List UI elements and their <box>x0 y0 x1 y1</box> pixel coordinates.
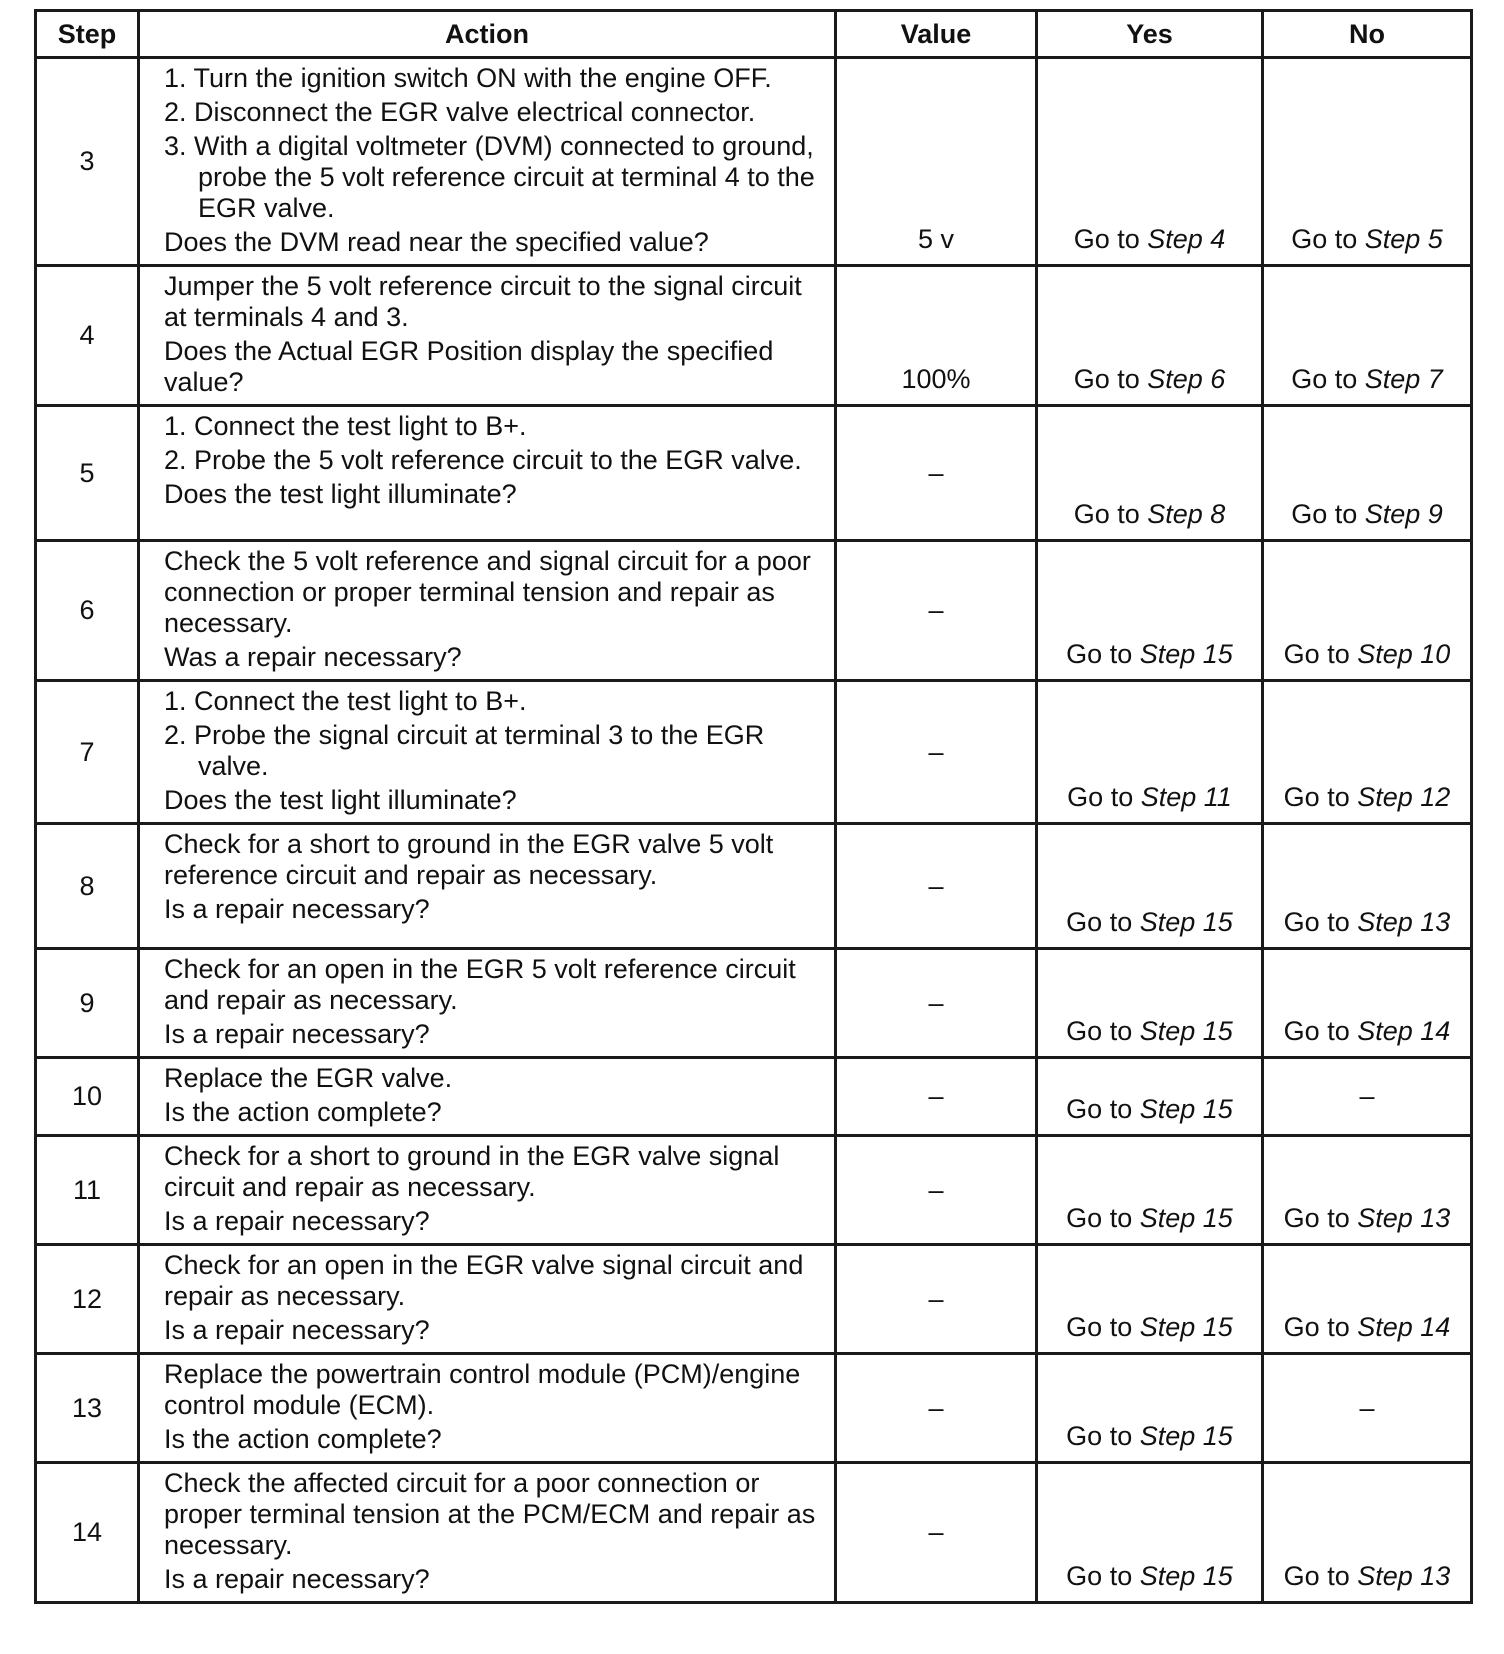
no-step-link: Step 10 <box>1357 639 1451 669</box>
action-cell <box>139 1136 836 1245</box>
yes-step-link: Step 15 <box>1139 1312 1233 1342</box>
action-question: Does the test light illuminate? <box>164 479 517 509</box>
no-cell <box>1263 1058 1472 1136</box>
yes-cell <box>1037 266 1263 406</box>
action-text: Check for an open in the EGR valve signal circuit and repair as necessary. <box>164 1250 804 1311</box>
no-step-link: Step 14 <box>1357 1312 1451 1342</box>
action-cell <box>139 1463 836 1603</box>
action-step-item: 1. Connect the test light to B+. <box>164 686 527 716</box>
no-goto-prefix: Go to <box>1283 907 1350 937</box>
no-goto-prefix: Go to <box>1283 782 1350 812</box>
table-row <box>36 681 1472 824</box>
no-step-link: Step 9 <box>1364 499 1443 529</box>
value-cell: – <box>836 1354 1037 1463</box>
no-step-link: Step 13 <box>1357 907 1451 937</box>
yes-step-link: Step 15 <box>1139 907 1233 937</box>
action-text: Check for a short to ground in the EGR valve 5 volt reference circuit and repair as necessary. <box>164 829 774 890</box>
action-cell <box>139 406 836 541</box>
no-goto-prefix: Go to <box>1283 1016 1350 1046</box>
action-text: Check the 5 volt reference and signal circuit for a poor connection or proper terminal tension and repair as necessary. <box>164 546 811 638</box>
yes-goto-prefix: Go to <box>1066 639 1133 669</box>
step-number: 4 <box>36 266 139 406</box>
step-number: 14 <box>36 1463 139 1603</box>
action-question: Is the action complete? <box>164 1424 442 1454</box>
yes-cell <box>1037 541 1263 681</box>
no-goto-prefix: Go to <box>1283 1312 1350 1342</box>
no-goto-prefix: Go to <box>1283 1561 1350 1591</box>
step-number: 12 <box>36 1245 139 1354</box>
yes-cell <box>1037 406 1263 541</box>
action-question: Does the DVM read near the specified value? <box>164 227 709 257</box>
yes-step-link: Step 8 <box>1147 499 1226 529</box>
table-row <box>36 1354 1472 1463</box>
yes-cell <box>1037 1354 1263 1463</box>
value-cell: – <box>836 949 1037 1058</box>
step-number: 7 <box>36 681 139 824</box>
step-number: 9 <box>36 949 139 1058</box>
no-goto-prefix: Go to <box>1283 639 1350 669</box>
action-text: Check for a short to ground in the EGR valve signal circuit and repair as necessary. <box>164 1141 780 1202</box>
action-cell <box>139 541 836 681</box>
no-cell <box>1263 406 1472 541</box>
action-step-item: 2. Probe the 5 volt reference circuit to the EGR valve. <box>164 445 802 475</box>
action-question: Is a repair necessary? <box>164 1315 430 1345</box>
action-cell <box>139 1058 836 1136</box>
value-cell: 5 v <box>836 58 1037 266</box>
no-cell <box>1263 949 1472 1058</box>
step-number: 13 <box>36 1354 139 1463</box>
value-cell: – <box>836 1058 1037 1136</box>
table-row <box>36 541 1472 681</box>
no-cell <box>1263 1136 1472 1245</box>
value-cell: – <box>836 541 1037 681</box>
step-number: 3 <box>36 58 139 266</box>
yes-cell <box>1037 824 1263 949</box>
step-number: 10 <box>36 1058 139 1136</box>
action-text: Replace the EGR valve. <box>164 1063 453 1093</box>
yes-step-link: Step 4 <box>1147 224 1226 254</box>
header-yes: Yes <box>1037 11 1263 58</box>
yes-step-link: Step 15 <box>1139 1094 1233 1124</box>
yes-cell <box>1037 1245 1263 1354</box>
value-cell: – <box>836 406 1037 541</box>
yes-goto-prefix: Go to <box>1066 1016 1133 1046</box>
table-row <box>36 1136 1472 1245</box>
no-step-link: Step 13 <box>1357 1203 1451 1233</box>
action-cell <box>139 681 836 824</box>
no-cell <box>1263 58 1472 266</box>
no-step-link: Step 7 <box>1364 364 1443 394</box>
no-cell <box>1263 541 1472 681</box>
step-number: 11 <box>36 1136 139 1245</box>
table-row <box>36 58 1472 266</box>
action-question: Does the Actual EGR Position display the specified value? <box>164 336 774 397</box>
yes-cell <box>1037 1463 1263 1603</box>
no-step-link: Step 5 <box>1364 224 1443 254</box>
no-goto-prefix: Go to <box>1291 499 1358 529</box>
value-cell: – <box>836 824 1037 949</box>
yes-goto-prefix: Go to <box>1073 224 1140 254</box>
action-question: Is the action complete? <box>164 1097 442 1127</box>
step-number: 6 <box>36 541 139 681</box>
yes-cell <box>1037 1136 1263 1245</box>
value-cell: – <box>836 1245 1037 1354</box>
no-step-link: Step 12 <box>1357 782 1451 812</box>
yes-goto-prefix: Go to <box>1066 1421 1133 1451</box>
value-cell: – <box>836 1463 1037 1603</box>
no-step-none: – <box>1359 1392 1375 1423</box>
table-row <box>36 266 1472 406</box>
step-number: 5 <box>36 406 139 541</box>
action-question: Does the test light illuminate? <box>164 785 517 815</box>
action-text: Check for an open in the EGR 5 volt reference circuit and repair as necessary. <box>164 954 796 1015</box>
action-question: Is a repair necessary? <box>164 894 430 924</box>
yes-step-link: Step 15 <box>1139 639 1233 669</box>
action-step-item: 2. Disconnect the EGR valve electrical connector. <box>164 97 756 127</box>
no-step-none: – <box>1359 1081 1375 1111</box>
action-step-item: 2. Probe the signal circuit at terminal 3 to the EGR valve. <box>164 720 765 781</box>
table-row <box>36 824 1472 949</box>
action-cell <box>139 266 836 406</box>
no-goto-prefix: Go to <box>1291 364 1358 394</box>
header-row <box>36 11 1472 58</box>
yes-step-link: Step 15 <box>1139 1421 1233 1451</box>
table-row <box>36 1245 1472 1354</box>
action-text: Replace the powertrain control module (PCM)/engine control module (ECM). <box>164 1359 801 1420</box>
yes-goto-prefix: Go to <box>1067 782 1134 812</box>
no-cell <box>1263 266 1472 406</box>
action-step-item: 1. Turn the ignition switch ON with the engine OFF. <box>164 63 772 93</box>
no-cell <box>1263 681 1472 824</box>
action-question: Is a repair necessary? <box>164 1019 430 1049</box>
yes-cell <box>1037 58 1263 266</box>
action-cell <box>139 949 836 1058</box>
diagnostic-table <box>34 9 1473 1604</box>
action-text: Check the affected circuit for a poor connection or proper terminal tension at the PCM/ECM and repair as necessary. <box>164 1468 816 1560</box>
header-value: Value <box>836 11 1037 58</box>
action-cell <box>139 1245 836 1354</box>
header-no: No <box>1263 11 1472 58</box>
yes-cell <box>1037 949 1263 1058</box>
action-step-item: 3. With a digital voltmeter (DVM) connected to ground, probe the 5 volt reference circuit at terminal 4 to the EGR valve. <box>164 131 815 223</box>
table-row <box>36 1463 1472 1603</box>
yes-goto-prefix: Go to <box>1073 499 1140 529</box>
yes-goto-prefix: Go to <box>1066 1312 1133 1342</box>
table-row <box>36 1058 1472 1136</box>
header-step: Step <box>36 11 139 58</box>
no-cell <box>1263 1245 1472 1354</box>
yes-step-link: Step 6 <box>1147 364 1226 394</box>
no-step-link: Step 14 <box>1357 1016 1451 1046</box>
no-goto-prefix: Go to <box>1291 224 1358 254</box>
no-goto-prefix: Go to <box>1283 1203 1350 1233</box>
yes-cell <box>1037 681 1263 824</box>
yes-step-link: Step 15 <box>1139 1016 1233 1046</box>
yes-goto-prefix: Go to <box>1066 1561 1133 1591</box>
action-question: Is a repair necessary? <box>164 1564 430 1594</box>
yes-goto-prefix: Go to <box>1066 1094 1133 1124</box>
header-action: Action <box>139 11 836 58</box>
action-step-item: 1. Connect the test light to B+. <box>164 411 527 441</box>
no-cell <box>1263 1463 1472 1603</box>
yes-step-link: Step 15 <box>1139 1561 1233 1591</box>
action-cell <box>139 58 836 266</box>
action-text: Jumper the 5 volt reference circuit to the signal circuit at terminals 4 and 3. <box>164 271 802 332</box>
step-number: 8 <box>36 824 139 949</box>
yes-step-link: Step 11 <box>1140 782 1232 812</box>
no-cell <box>1263 824 1472 949</box>
no-cell <box>1263 1354 1472 1463</box>
no-step-link: Step 13 <box>1357 1561 1451 1591</box>
yes-goto-prefix: Go to <box>1073 364 1140 394</box>
table-row <box>36 406 1472 541</box>
value-cell: – <box>836 681 1037 824</box>
yes-goto-prefix: Go to <box>1066 1203 1133 1233</box>
action-cell <box>139 824 836 949</box>
yes-goto-prefix: Go to <box>1066 907 1133 937</box>
action-cell <box>139 1354 836 1463</box>
yes-step-link: Step 15 <box>1139 1203 1233 1233</box>
value-cell: 100% <box>836 266 1037 406</box>
action-question: Was a repair necessary? <box>164 642 462 672</box>
value-cell: – <box>836 1136 1037 1245</box>
action-question: Is a repair necessary? <box>164 1206 430 1236</box>
table-row <box>36 949 1472 1058</box>
yes-cell <box>1037 1058 1263 1136</box>
